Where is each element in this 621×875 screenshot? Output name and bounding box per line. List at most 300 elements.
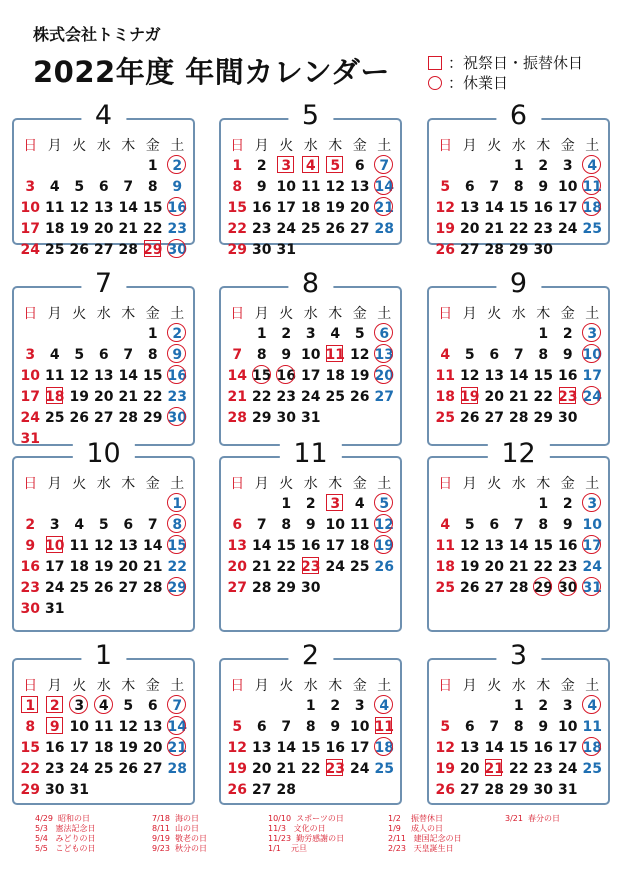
day-cell: 17 (20, 220, 40, 237)
holiday-note: 3/21 春分の日 (505, 814, 561, 823)
weekday-header: 金 (145, 305, 160, 322)
day-cell: 13 (484, 367, 504, 384)
holiday-notes-col-3 (268, 814, 344, 854)
day-cell: 3 (25, 346, 36, 363)
weekday-header: 金 (560, 137, 575, 154)
day-cell: 25 (582, 760, 602, 777)
day-cell: 23 (252, 220, 272, 237)
weekday-header: 土 (585, 305, 600, 322)
day-cell: 15 (276, 537, 296, 554)
day-cell: 1 (232, 157, 243, 174)
day-cell: 21 (118, 220, 138, 237)
day-cell: 23 (556, 386, 581, 407)
day-cell: 14 (143, 537, 163, 554)
day-cell: 22 (143, 388, 163, 405)
day-cell: 22 (143, 220, 163, 237)
weekday-header: 木 (328, 305, 343, 322)
circle-marker-icon (428, 76, 442, 90)
empty-cell (250, 695, 275, 716)
day-cell: 11 (45, 199, 65, 216)
day-cell: 9 (165, 344, 190, 365)
day-cell: 11 (69, 537, 89, 554)
day-cell: 27 (118, 579, 138, 596)
weekday-header: 金 (145, 137, 160, 154)
day-cell: 6 (232, 516, 243, 533)
holiday-note: 8/11 山の日 (152, 824, 200, 833)
day-cell: 17 (45, 558, 65, 575)
day-cell: 23 (276, 388, 296, 405)
day-cell: 3 (354, 697, 365, 714)
day-cell: 2 (165, 323, 190, 344)
day-cell: 20 (484, 388, 504, 405)
day-cell: 4 (440, 516, 451, 533)
day-cell: 29 (143, 409, 163, 426)
day-cell: 22 (509, 760, 529, 777)
day-cell: 16 (533, 199, 553, 216)
day-cell: 19 (460, 558, 480, 575)
day-cell: 18 (435, 558, 455, 575)
day-cell: 17 (276, 199, 296, 216)
day-cell: 12 (460, 367, 480, 384)
day-cell: 11 (580, 176, 605, 197)
holiday-note: 2/23 天皇誕生日 (388, 844, 454, 853)
day-cell: 18 (69, 558, 89, 575)
day-cell: 19 (372, 535, 397, 556)
day-cell: 22 (167, 558, 187, 575)
month-calendar (12, 438, 195, 632)
day-cell: 16 (558, 537, 578, 554)
empty-cell (92, 323, 117, 344)
month-number: 2 (288, 641, 333, 671)
empty-cell (225, 695, 250, 716)
day-cell: 28 (227, 409, 247, 426)
day-cell: 9 (538, 718, 549, 735)
legend-holiday (428, 52, 583, 73)
day-cell: 1 (513, 157, 524, 174)
weekday-header: 木 (121, 475, 136, 492)
day-cell: 13 (484, 537, 504, 554)
day-cell: 14 (372, 176, 397, 197)
day-cell: 2 (330, 697, 341, 714)
day-cell: 28 (252, 579, 272, 596)
day-cell: 27 (143, 760, 163, 777)
weekday-header: 水 (96, 677, 111, 694)
day-cell: 10 (301, 346, 321, 363)
day-cell: 20 (227, 558, 247, 575)
weekday-header: 日 (23, 305, 38, 322)
day-cell: 18 (435, 388, 455, 405)
day-cell: 15 (533, 537, 553, 554)
day-cell: 11 (323, 344, 348, 365)
day-cell: 9 (562, 346, 573, 363)
empty-cell (43, 323, 68, 344)
day-cell: 13 (94, 367, 114, 384)
holiday-notes-col-2 (152, 814, 207, 854)
day-cell: 8 (305, 718, 316, 735)
day-cell: 18 (43, 386, 68, 407)
day-cell: 27 (350, 220, 370, 237)
day-cell: 18 (350, 537, 370, 554)
weekday-header: 水 (303, 475, 318, 492)
day-cell: 9 (43, 716, 68, 737)
day-cell: 1 (538, 325, 549, 342)
day-cell: 22 (227, 220, 247, 237)
day-cell: 16 (274, 365, 299, 386)
month-calendar (219, 268, 402, 446)
empty-cell (67, 155, 92, 176)
weekday-header: 水 (303, 677, 318, 694)
day-cell: 13 (94, 199, 114, 216)
day-cell: 19 (227, 760, 247, 777)
weekday-header: 火 (279, 677, 294, 694)
day-cell: 3 (580, 493, 605, 514)
day-cell: 22 (20, 760, 40, 777)
empty-cell (433, 323, 458, 344)
weekday-header: 金 (145, 677, 160, 694)
weekday-header: 火 (279, 305, 294, 322)
weekday-header: 木 (328, 475, 343, 492)
day-cell: 23 (20, 579, 40, 596)
day-cell: 27 (460, 241, 480, 258)
empty-cell (507, 493, 532, 514)
day-cell: 20 (460, 220, 480, 237)
day-cell: 27 (484, 409, 504, 426)
day-cell: 20 (94, 388, 114, 405)
legend-closed (428, 72, 508, 93)
day-cell: 25 (435, 409, 455, 426)
day-cell: 15 (250, 365, 275, 386)
weekday-header: 金 (352, 305, 367, 322)
day-cell: 26 (94, 579, 114, 596)
day-cell: 27 (460, 781, 480, 798)
day-cell: 23 (167, 388, 187, 405)
day-cell: 31 (301, 409, 321, 426)
day-cell: 2 (538, 697, 549, 714)
day-cell: 30 (165, 407, 190, 428)
day-cell: 19 (94, 558, 114, 575)
day-cell: 30 (45, 781, 65, 798)
day-cell: 7 (165, 695, 190, 716)
day-cell: 25 (350, 558, 370, 575)
month-calendar (427, 438, 610, 632)
day-cell: 24 (69, 760, 89, 777)
day-cell: 23 (167, 220, 187, 237)
day-cell: 31 (20, 430, 40, 447)
weekday-header: 金 (560, 305, 575, 322)
day-cell: 8 (25, 718, 36, 735)
day-cell: 3 (562, 157, 573, 174)
weekday-header: 月 (462, 475, 477, 492)
weekday-header: 日 (438, 137, 453, 154)
day-cell: 7 (513, 516, 524, 533)
empty-cell (116, 155, 141, 176)
day-cell: 3 (323, 493, 348, 514)
day-cell: 30 (533, 781, 553, 798)
day-cell: 12 (435, 739, 455, 756)
day-cell: 1 (513, 697, 524, 714)
day-cell: 14 (484, 739, 504, 756)
day-cell: 6 (372, 323, 397, 344)
day-cell: 9 (256, 178, 267, 195)
day-cell: 13 (118, 537, 138, 554)
day-cell: 22 (533, 558, 553, 575)
day-cell: 11 (301, 178, 321, 195)
weekday-header: 土 (585, 677, 600, 694)
empty-cell (458, 493, 483, 514)
month-calendar (12, 100, 195, 258)
holiday-notes-col-4 (388, 814, 462, 854)
month-number: 9 (496, 269, 541, 299)
day-cell: 31 (69, 781, 89, 798)
day-grid (225, 472, 397, 598)
day-cell: 15 (227, 199, 247, 216)
day-cell: 6 (147, 697, 158, 714)
month-calendar (12, 640, 195, 805)
weekday-header: 金 (560, 475, 575, 492)
day-cell: 7 (372, 155, 397, 176)
day-cell: 9 (281, 346, 292, 363)
day-grid (433, 134, 605, 260)
weekday-header: 火 (72, 475, 87, 492)
day-cell: 10 (325, 516, 345, 533)
day-cell: 26 (118, 760, 138, 777)
day-cell: 26 (69, 241, 89, 258)
day-cell: 8 (165, 514, 190, 535)
day-cell: 17 (350, 739, 370, 756)
empty-cell (482, 493, 507, 514)
day-cell: 28 (143, 579, 163, 596)
day-cell: 20 (118, 558, 138, 575)
day-cell: 2 (281, 325, 292, 342)
holiday-note: 2/11 建国記念の日 (388, 834, 462, 843)
empty-cell (18, 155, 43, 176)
day-cell: 5 (232, 718, 243, 735)
day-cell: 19 (435, 220, 455, 237)
day-cell: 25 (582, 220, 602, 237)
day-cell: 14 (118, 367, 138, 384)
day-cell: 3 (67, 695, 92, 716)
day-cell: 25 (94, 760, 114, 777)
weekday-header: 木 (536, 677, 551, 694)
day-cell: 24 (582, 558, 602, 575)
month-calendar (219, 100, 402, 258)
empty-cell (116, 493, 141, 514)
day-cell: 26 (460, 579, 480, 596)
day-cell: 10 (69, 718, 89, 735)
day-cell: 30 (301, 579, 321, 596)
day-cell: 31 (558, 781, 578, 798)
day-cell: 1 (165, 493, 190, 514)
day-cell: 2 (538, 157, 549, 174)
day-cell: 15 (301, 739, 321, 756)
weekday-header: 土 (170, 137, 185, 154)
weekday-header: 月 (47, 305, 62, 322)
day-cell: 26 (350, 388, 370, 405)
weekday-header: 土 (170, 677, 185, 694)
weekday-header: 火 (279, 475, 294, 492)
day-cell: 31 (45, 600, 65, 617)
day-cell: 4 (372, 695, 397, 716)
weekday-header: 火 (72, 677, 87, 694)
day-cell: 3 (49, 516, 60, 533)
weekday-header: 金 (352, 475, 367, 492)
weekday-header: 日 (230, 677, 245, 694)
day-cell: 12 (372, 514, 397, 535)
weekday-header: 水 (511, 677, 526, 694)
weekday-header: 水 (96, 475, 111, 492)
day-cell: 21 (118, 388, 138, 405)
day-cell: 15 (165, 535, 190, 556)
day-cell: 5 (440, 178, 451, 195)
day-cell: 5 (74, 346, 85, 363)
day-cell: 14 (276, 739, 296, 756)
day-grid (433, 472, 605, 598)
weekday-header: 水 (303, 305, 318, 322)
weekday-header: 土 (170, 305, 185, 322)
day-cell: 28 (118, 241, 138, 258)
day-cell: 26 (435, 241, 455, 258)
day-cell: 25 (374, 760, 394, 777)
weekday-header: 木 (121, 305, 136, 322)
day-cell: 18 (301, 199, 321, 216)
day-cell: 8 (281, 516, 292, 533)
empty-cell (116, 323, 141, 344)
day-cell: 12 (460, 537, 480, 554)
day-cell: 12 (227, 739, 247, 756)
day-cell: 14 (484, 199, 504, 216)
day-cell: 8 (232, 178, 243, 195)
weekday-header: 月 (462, 305, 477, 322)
day-cell: 16 (165, 197, 190, 218)
day-cell: 23 (45, 760, 65, 777)
holiday-note: 9/19 敬老の日 (152, 834, 208, 843)
day-cell: 29 (165, 577, 190, 598)
holiday-note: 7/18 海の日 (152, 814, 200, 823)
weekday-header: 火 (72, 305, 87, 322)
day-cell: 8 (256, 346, 267, 363)
day-cell: 24 (325, 558, 345, 575)
holiday-note: 11/23 勤労感謝の日 (268, 834, 345, 843)
day-cell: 30 (533, 241, 553, 258)
day-grid (18, 674, 190, 800)
day-cell: 25 (45, 409, 65, 426)
holiday-note: 5/4 みどりの日 (35, 834, 96, 843)
day-cell: 19 (458, 386, 483, 407)
day-cell: 21 (509, 388, 529, 405)
day-cell: 23 (533, 220, 553, 237)
day-cell: 26 (227, 781, 247, 798)
day-cell: 30 (20, 600, 40, 617)
weekday-header: 水 (511, 305, 526, 322)
day-cell: 27 (252, 781, 272, 798)
day-cell: 18 (580, 737, 605, 758)
month-number: 5 (288, 101, 333, 131)
empty-cell (92, 155, 117, 176)
day-cell: 15 (143, 199, 163, 216)
weekday-header: 月 (254, 475, 269, 492)
day-cell: 18 (580, 197, 605, 218)
day-cell: 2 (256, 157, 267, 174)
day-cell: 19 (435, 760, 455, 777)
day-cell: 20 (94, 220, 114, 237)
empty-cell (482, 323, 507, 344)
day-grid (433, 302, 605, 428)
day-cell: 6 (98, 346, 109, 363)
weekday-header: 金 (560, 677, 575, 694)
weekday-header: 土 (170, 475, 185, 492)
day-cell: 1 (256, 325, 267, 342)
day-cell: 7 (281, 718, 292, 735)
day-cell: 27 (374, 388, 394, 405)
day-cell: 27 (227, 579, 247, 596)
day-cell: 16 (325, 739, 345, 756)
day-cell: 30 (558, 409, 578, 426)
day-cell: 16 (252, 199, 272, 216)
day-cell: 5 (123, 697, 134, 714)
day-cell: 5 (464, 346, 475, 363)
holiday-note: 1/1 元旦 (268, 844, 308, 853)
day-cell: 24 (558, 760, 578, 777)
empty-cell (482, 695, 507, 716)
day-cell: 12 (118, 718, 138, 735)
day-cell: 16 (301, 537, 321, 554)
weekday-header: 土 (377, 137, 392, 154)
empty-cell (458, 323, 483, 344)
day-cell: 26 (435, 781, 455, 798)
empty-cell (18, 493, 43, 514)
day-cell: 10 (20, 199, 40, 216)
day-cell: 24 (276, 220, 296, 237)
company-name: 株式会社トミナガ (33, 25, 161, 44)
day-cell: 17 (301, 367, 321, 384)
day-cell: 7 (513, 346, 524, 363)
day-cell: 19 (118, 739, 138, 756)
day-cell: 22 (509, 220, 529, 237)
day-cell: 7 (232, 346, 243, 363)
day-cell: 9 (562, 516, 573, 533)
weekday-header: 火 (487, 137, 502, 154)
weekday-header: 月 (462, 137, 477, 154)
day-cell: 2 (562, 325, 573, 342)
day-cell: 19 (69, 220, 89, 237)
weekday-header: 木 (536, 475, 551, 492)
weekday-header: 土 (377, 677, 392, 694)
day-cell: 21 (372, 197, 397, 218)
day-cell: 5 (323, 155, 348, 176)
day-cell: 1 (281, 495, 292, 512)
day-cell: 4 (49, 346, 60, 363)
day-cell: 17 (69, 739, 89, 756)
day-cell: 4 (580, 695, 605, 716)
weekday-header: 日 (438, 305, 453, 322)
day-cell: 7 (489, 178, 500, 195)
day-cell: 29 (227, 241, 247, 258)
month-number: 6 (496, 101, 541, 131)
day-cell: 20 (372, 365, 397, 386)
weekday-header: 月 (47, 475, 62, 492)
day-cell: 28 (276, 781, 296, 798)
day-cell: 28 (484, 781, 504, 798)
day-cell: 18 (94, 739, 114, 756)
empty-cell (67, 323, 92, 344)
day-cell: 13 (460, 199, 480, 216)
holiday-note: 1/9 成人の日 (388, 824, 444, 833)
empty-cell (507, 323, 532, 344)
weekday-header: 木 (328, 677, 343, 694)
day-grid (433, 674, 605, 800)
day-cell: 18 (45, 220, 65, 237)
day-cell: 21 (252, 558, 272, 575)
